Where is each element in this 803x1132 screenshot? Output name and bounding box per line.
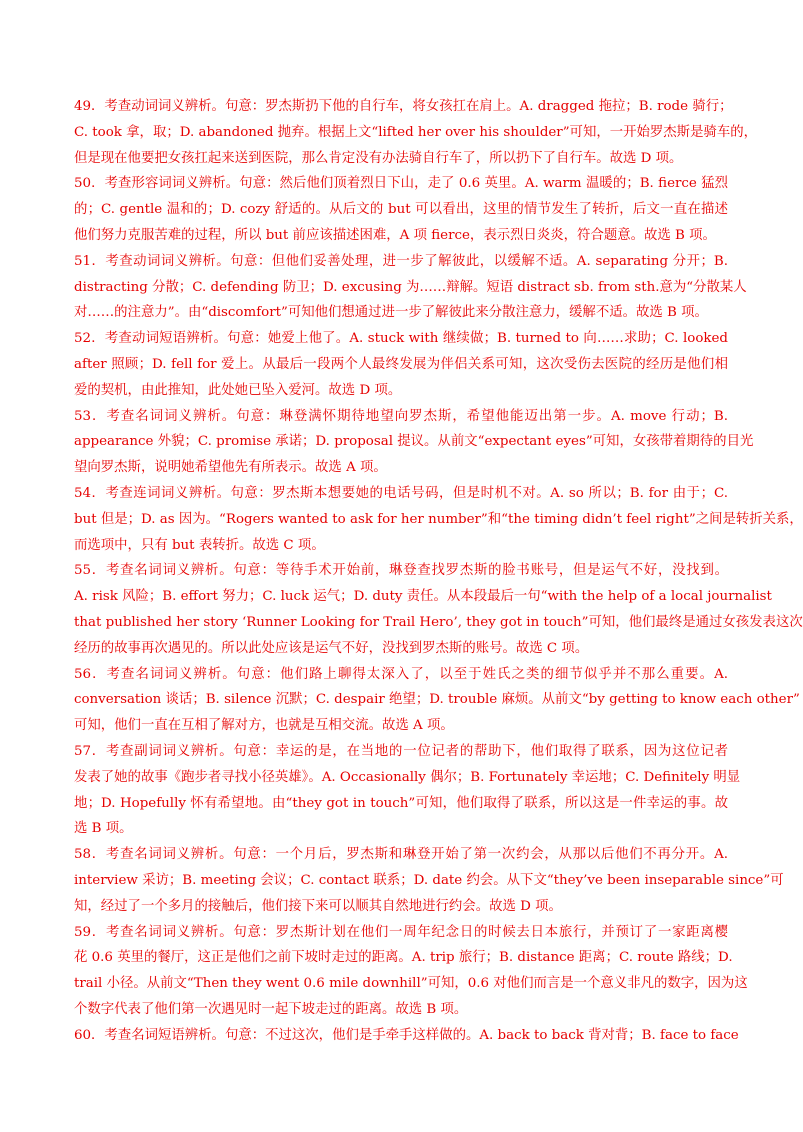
explanation-paragraph xyxy=(74,739,741,842)
text-line: 58．考查名词词义辨析。句意：一个月后，罗杰斯和琳登开始了第一次约会，从那以后他们不再分开。A. xyxy=(74,847,728,863)
text-line: after 照顾；D. fell for 爱上。从最后一段两个人最终发展为伴侣关系可知，这次受伤去医院的经历是他们相 xyxy=(74,356,728,372)
explanation-paragraph xyxy=(74,662,800,739)
explanation-paragraph xyxy=(74,842,784,919)
text-line: 爱的契机，由此推知，此处她已坠入爱河。故选 D 项。 xyxy=(74,382,402,398)
text-line: C. took 拿，取；D. abandoned 抛弃。根据上文“lifted her over his shoulder”可知，一开始罗杰斯是骑车的， xyxy=(74,124,758,140)
text-line: 可知，他们一直在互相了解对方，也就是互相交流。故选 A 项。 xyxy=(74,718,454,734)
text-line: 他们努力克服苦难的过程，所以 but 前应该描述困难，A 项 fierce，表示烈日炎炎，符合题意。故选 B 项。 xyxy=(74,227,716,243)
explanation-paragraph xyxy=(74,404,754,481)
explanation-paragraph xyxy=(74,94,758,171)
text-line: 对……的注意力”。由“discomfort”可知他们想通过进一步了解彼此来分散注意力，缓解不适。故选 B 项。 xyxy=(74,305,708,321)
text-line: 的；C. gentle 温和的；D. cozy 舒适的。从后文的 but 可以看出，这里的情节发生了转折，后文一直在描述 xyxy=(74,202,728,218)
text-line: 56．考查名词词义辨析。句意：他们路上聊得太深入了，以至于姓氏之类的细节似乎并不那么重要。A. xyxy=(74,666,728,682)
text-line: 选 B 项。 xyxy=(74,821,133,837)
text-line: 59．考查名词词义辨析。句意：罗杰斯计划在他们一周年纪念日的时候去日本旅行，并预订了一家距离樱 xyxy=(74,924,728,940)
explanation-paragraph xyxy=(74,920,748,1023)
text-line: appearance 外貌；C. promise 承诺；D. proposal 提议。从前文“expectant eyes”可知，女孩带着期待的目光 xyxy=(74,434,754,450)
text-line: A. risk 风险；B. effort 努力；C. luck 运气；D. duty 责任。从本段最后一句“with the help of a local journalist xyxy=(74,589,772,605)
text-line: 60．考查名词短语辨析。句意：不过这次，他们是手牵手这样做的。A. back to back 背对背；B. face to face xyxy=(74,1027,739,1043)
text-line: 55．考查名词词义辨析。句意：等待手术开始前，琳登查找罗杰斯的脸书账号，但是运气不好，没找到。 xyxy=(74,563,728,579)
text-line: 望向罗杰斯，说明她希望他先有所表示。故选 A 项。 xyxy=(74,460,387,476)
text-line: 发表了她的故事《跑步者寻找小径英雄》。A. Occasionally 偶尔；B. Fortunately 幸运地；C. Definitely 明显 xyxy=(74,769,741,785)
text-line: 知，经过了一个多月的接触后，他们接下来可以顺其自然地进行约会。故选 D 项。 xyxy=(74,898,562,914)
text-line: 54．考查连词词义辨析。句意：罗杰斯本想要她的电话号码，但是时机不对。A. so 所以；B. for 由于；C. xyxy=(74,485,728,501)
text-line: 地；D. Hopefully 怀有希望地。由“they got in touch”可知，他们取得了联系，所以这是一件幸运的事。故 xyxy=(74,795,728,811)
text-line: 但是现在他要把女孩扛起来送到医院，那么肯定没有办法骑自行车了，所以扔下了自行车。故选 D 项。 xyxy=(74,150,683,166)
answer-explanations xyxy=(74,94,803,1048)
text-line: interview 采访；B. meeting 会议；C. contact 联系；D. date 约会。从下文“they’ve been inseparable since”可 xyxy=(74,872,784,888)
explanation-paragraph xyxy=(74,171,728,248)
text-line: 经历的故事再次遇见的。所以此处应该是运气不好，没找到罗杰斯的账号。故选 C 项。 xyxy=(74,640,589,656)
text-line: that published her story ‘Runner Looking for Trail Hero’, they got in touch”可知，他们最终是通过女孩发表这次 xyxy=(74,614,803,630)
text-line: conversation 谈话；B. silence 沉默；C. despair 绝望；D. trouble 麻烦。从前文“by getting to know each other” xyxy=(74,692,800,708)
explanation-paragraph xyxy=(74,481,803,558)
text-line: 花 0.6 英里的餐厅，这正是他们之前下坡时走过的距离。A. trip 旅行；B. distance 距离；C. route 路线；D. xyxy=(74,950,733,966)
text-line: 57．考查副词词义辨析。句意：幸运的是，在当地的一位记者的帮助下，他们取得了联系，因为这位记者 xyxy=(74,743,728,759)
text-line: 50．考查形容词词义辨析。句意：然后他们顶着烈日下山，走了 0.6 英里。A. warm 温暖的；B. fierce 猛烈 xyxy=(74,176,728,192)
text-line: 而选项中，只有 but 表转折。故选 C 项。 xyxy=(74,537,325,553)
explanation-paragraph xyxy=(74,1023,739,1049)
explanation-paragraph xyxy=(74,326,728,403)
explanation-paragraph xyxy=(74,249,747,326)
text-line: distracting 分散；C. defending 防卫；D. excusing 为……辩解。短语 distract sb. from sth.意为“分散某人 xyxy=(74,279,747,295)
explanation-paragraph xyxy=(74,558,803,661)
text-line: 53．考查名词词义辨析。句意：琳登满怀期待地望向罗杰斯，希望他能迈出第一步。A. move 行动；B. xyxy=(74,408,728,424)
text-line: trail 小径。从前文“Then they went 0.6 mile downhill”可知，0.6 对他们而言是一个意义非凡的数字，因为这 xyxy=(74,976,748,992)
text-line: 49．考查动词词义辨析。句意：罗杰斯扔下他的自行车，将女孩扛在肩上。A. dragged 拖拉；B. rode 骑行； xyxy=(74,99,733,114)
text-line: 52．考查动词短语辨析。句意：她爱上他了。A. stuck with 继续做；B. turned to 向……求助；C. looked xyxy=(74,331,728,347)
text-line: 个数字代表了他们第一次遇见时一起下坡走过的距离。故选 B 项。 xyxy=(74,1001,468,1017)
text-line: 51．考查动词词义辨析。句意：但他们妥善处理，进一步了解彼此，以缓解不适。A. separating 分开；B. xyxy=(74,253,728,269)
text-line: but 但是；D. as 因为。“Rogers wanted to ask for her number”和“the timing didn’t feel right”之间是转折关系， xyxy=(74,511,803,527)
